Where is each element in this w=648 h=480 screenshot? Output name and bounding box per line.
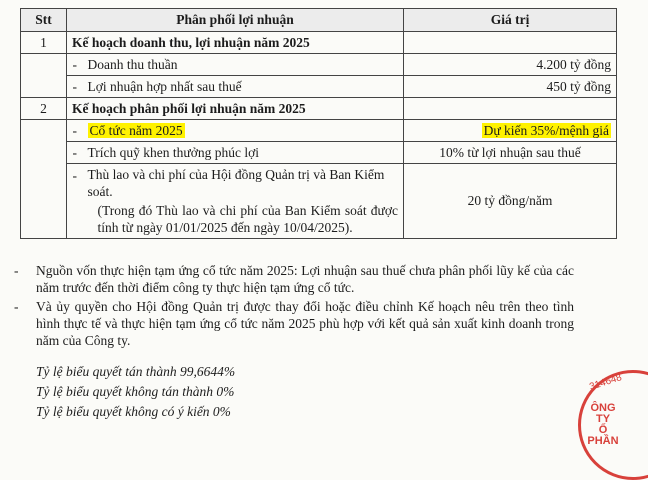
section-title: Kế hoạch doanh thu, lợi nhuận năm 2025 [67, 32, 404, 54]
stt-empty [21, 54, 67, 98]
seal-line-1: ÔNG TY [590, 402, 616, 425]
row-value-cell [404, 120, 617, 142]
list-item [14, 298, 574, 349]
section-stt: 1 [21, 32, 67, 54]
table-row [21, 54, 617, 76]
vote-results [36, 362, 235, 422]
row-label-cell [83, 164, 404, 239]
row-dash: - [67, 142, 83, 164]
list-item [14, 262, 574, 296]
row-label: Doanh thu thuần [83, 54, 404, 76]
row-note: (Trong đó Thù lao và chi phí của Ban Kiểm soát được tính từ ngày 01/01/2025 đến ngày 10/04/2025). [97, 203, 399, 235]
row-dash: - [67, 164, 83, 239]
vote-reject: Tỷ lệ biểu quyết không tán thành 0% [36, 384, 235, 399]
row-label-cell [83, 120, 404, 142]
seal-company [583, 403, 623, 447]
row-value: 4.200 tỷ đồng [404, 54, 617, 76]
row-dash: - [67, 120, 83, 142]
highlighted-label: Cổ tức năm 2025 [89, 122, 183, 138]
notes-list [14, 262, 574, 351]
stt-empty [21, 120, 67, 239]
company-seal [578, 370, 648, 480]
highlighted-value: Dự kiến 35%/mệnh giá [483, 122, 610, 138]
table-row [21, 142, 617, 164]
vote-approve: Tỷ lệ biểu quyết tán thành 99,6644% [36, 364, 236, 379]
table-row [21, 120, 617, 142]
row-value: 10% từ lợi nhuận sau thuế [404, 142, 617, 164]
section-stt: 2 [21, 98, 67, 120]
seal-number: 314648 [588, 372, 624, 393]
seal-line-2: Ổ PHẦN [587, 424, 619, 447]
section-value-empty [404, 32, 617, 54]
note-dash: - [14, 299, 19, 314]
section-row [21, 98, 617, 120]
row-value: 450 tỷ đồng [404, 76, 617, 98]
row-dash: - [67, 76, 83, 98]
table-row [21, 164, 617, 239]
header-item: Phân phối lợi nhuận [67, 9, 404, 32]
profit-distribution-table [20, 8, 617, 239]
note-text: Và ủy quyền cho Hội đồng Quản trị được thay đổi hoặc điều chỉnh Kế hoạch nêu trên theo tình hình thực tế và thực hiện tạm ứng cổ tức năm 2025 phù hợp với kết quả sản xuất kinh doanh trong năm của Công ty. [36, 299, 574, 348]
row-value: 20 tỷ đồng/năm [404, 164, 617, 239]
row-label: Trích quỹ khen thưởng phúc lợi [83, 142, 404, 164]
header-stt: Stt [21, 9, 67, 32]
row-label: Lợi nhuận hợp nhất sau thuế [83, 76, 404, 98]
header-value: Giá trị [404, 9, 617, 32]
table-header-row [21, 9, 617, 32]
row-label: Thù lao và chi phí của Hội đồng Quản trị và Ban Kiểm soát. [87, 167, 385, 199]
vote-abstain: Tỷ lệ biểu quyết không có ý kiến 0% [36, 404, 231, 419]
note-dash: - [14, 263, 19, 278]
row-dash: - [67, 54, 83, 76]
section-title: Kế hoạch phân phối lợi nhuận năm 2025 [67, 98, 404, 120]
note-text: Nguồn vốn thực hiện tạm ứng cổ tức năm 2025: Lợi nhuận sau thuế chưa phân phối lũy kế của các năm trước đến thời điểm công ty thực hiện tạm ứng cổ tức. [36, 263, 574, 295]
section-row [21, 32, 617, 54]
table-row [21, 76, 617, 98]
section-value-empty [404, 98, 617, 120]
